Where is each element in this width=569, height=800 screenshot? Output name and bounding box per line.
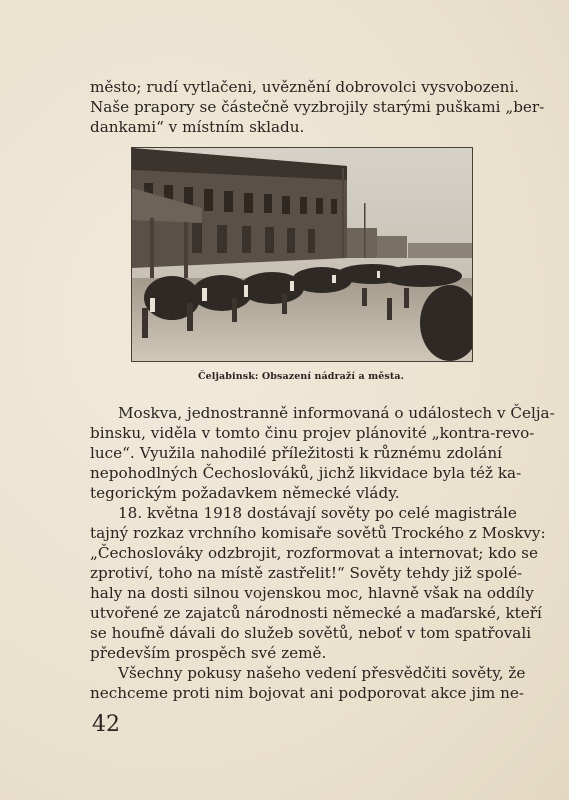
text-line: dankami“ v místním skladu. <box>90 118 305 136</box>
text-line: utvořené ze zajatců národnosti německé a maďarské, kteří <box>90 604 542 622</box>
paragraph-2 <box>90 503 546 663</box>
text-line: nechceme proti nim bojovat ani podporovat akce jim ne- <box>90 684 525 702</box>
text-line: město; rudí vytlačeni, uvěznění dobrovolci vysvobozeni. <box>90 78 520 96</box>
page-number: 42 <box>92 712 120 737</box>
text-line: binsku, viděla v tomto činu projev plánovité „kontra-revo- <box>90 424 535 442</box>
text-line: Naše prapory se částečně vyzbrojily starými puškami „ber- <box>90 98 545 116</box>
text-line: „Čechoslováky odzbrojit, rozformovat a internovat; kdo se <box>90 544 538 562</box>
text-line: tegorickým požadavkem německé vlády. <box>90 484 400 502</box>
text-line: tajný rozkaz vrchního komisaře sovětů Trockého z Moskvy: <box>90 524 546 542</box>
text-line: se houfně dávali do služeb sovětů, neboť v tom spatřovali <box>90 624 532 642</box>
photo-illustration <box>132 148 472 361</box>
text-line: 18. května 1918 dostávají sověty po celé magistrále <box>118 504 517 522</box>
historical-photo <box>131 147 473 362</box>
paragraph-3 <box>90 663 526 703</box>
paragraph-1 <box>90 403 555 503</box>
text-line: nepohodlných Čechoslováků, jichž likvidace byla též ka- <box>90 464 522 482</box>
text-line: haly na dosti silnou vojenskou moc, hlavně však na oddíly <box>90 584 534 602</box>
text-line: luce“. Využila nahodilé příležitosti k různému zdolání <box>90 444 502 462</box>
text-line: zprotiví, toho na místě zastřelit!“ Sověty tehdy již spolé- <box>90 564 523 582</box>
text-line: především prospěch své země. <box>90 644 327 662</box>
top-text-block <box>90 77 545 137</box>
text-line: Všechny pokusy našeho vedení přesvědčiti sověty, že <box>118 664 526 682</box>
text-line: Moskva, jednostranně informovaná o událostech v Čelja- <box>118 404 555 422</box>
photo-caption: Čeljabinsk: Obsazení nádraží a města. <box>197 371 405 382</box>
